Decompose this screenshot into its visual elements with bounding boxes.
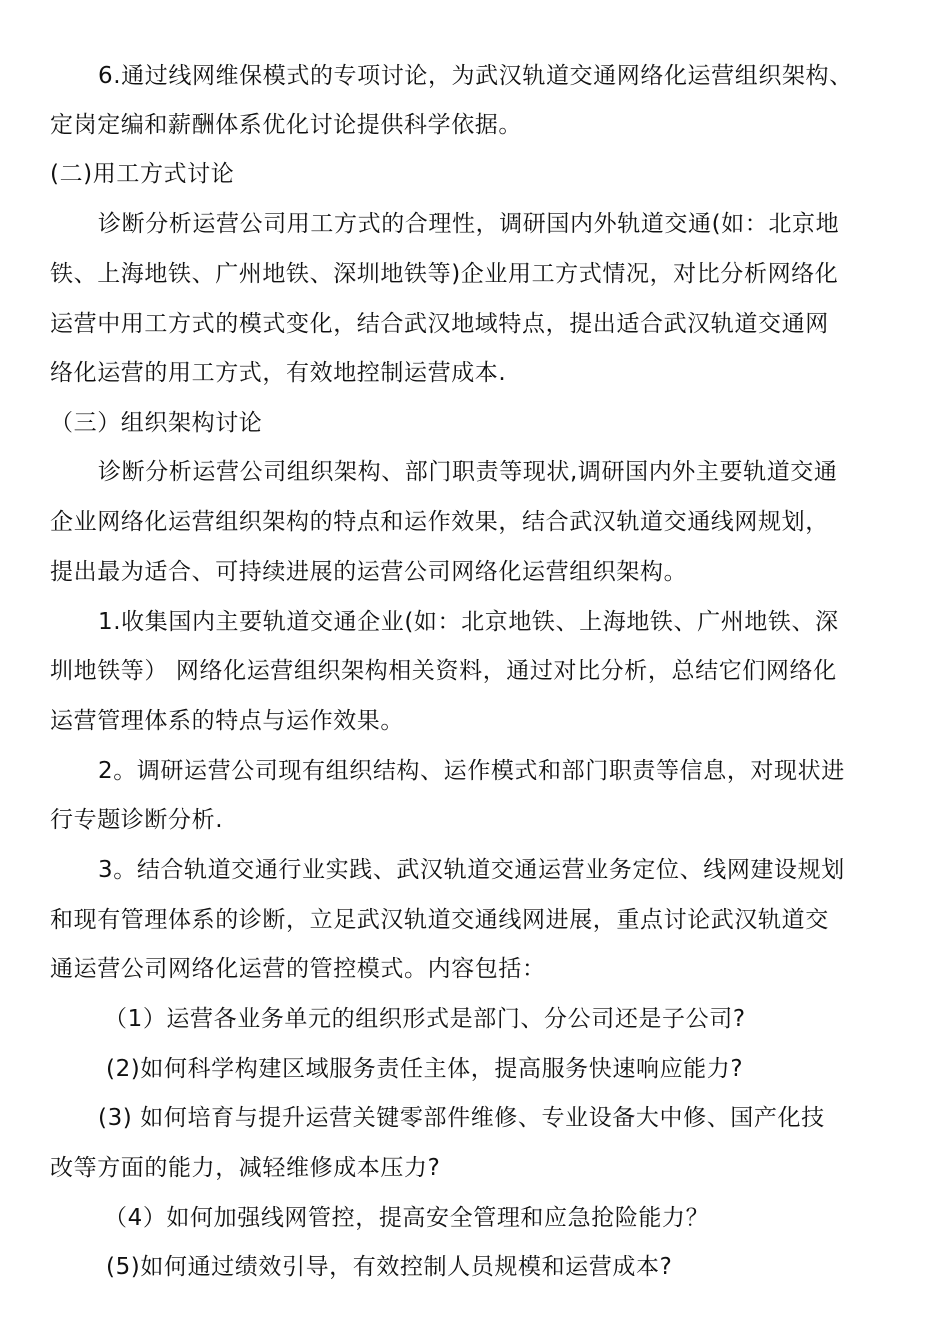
section-heading-2: (二)用工方式讨论 (50, 161, 235, 187)
paragraph-line-16: 行专题诊断分析. (50, 807, 224, 833)
paragraph-line-5: 铁、上海地铁、广州地铁、深圳地铁等)企业用工方式情况，对比分析网络化 (50, 261, 839, 287)
list-item-5: (5)如何通过绩效引导，有效控制人员规模和运营成本? (106, 1254, 673, 1280)
paragraph-line-10: 企业网络化运营组织架构的特点和运作效果，结合武汉轨道交通线网规划， (50, 509, 829, 535)
paragraph-line-1: 6.通过线网维保模式的专项讨论，为武汉轨道交通网络化运营组织架构、 (98, 63, 853, 89)
paragraph-line-14: 运营管理体系的特点与运作效果。 (50, 708, 404, 734)
paragraph-line-11: 提出最为适合、可持续进展的运营公司网络化运营组织架构。 (50, 559, 688, 585)
paragraph-line-19: 通运营公司网络化运营的管控模式。内容包括： (50, 956, 546, 982)
paragraph-line-15: 2。调研运营公司现有组织结构、运作模式和部门职责等信息，对现状进 (98, 758, 845, 784)
paragraph-line-4: 诊断分析运营公司用工方式的合理性，调研国内外轨道交通(如：北京地 (98, 211, 840, 237)
paragraph-line-12: 1.收集国内主要轨道交通企业(如：北京地铁、上海地铁、广州地铁、深 (98, 609, 839, 635)
paragraph-line-9: 诊断分析运营公司组织架构、部门职责等现状,调研国内外主要轨道交通 (98, 459, 838, 485)
paragraph-line-7: 络化运营的用工方式，有效地控制运营成本. (50, 360, 507, 386)
paragraph-line-6: 运营中用工方式的模式变化，结合武汉地域特点，提出适合武汉轨道交通网 (50, 311, 829, 337)
paragraph-line-17: 3。结合轨道交通行业实践、武汉轨道交通运营业务定位、线网建设规划 (98, 857, 845, 883)
paragraph-line-18: 和现有管理体系的诊断，立足武汉轨道交通线网进展，重点讨论武汉轨道交 (50, 907, 829, 933)
list-item-3: (3) 如何培育与提升运营关键零部件维修、专业设备大中修、国产化技 (98, 1105, 825, 1131)
list-item-1: （1）运营各业务单元的组织形式是部门、分公司还是子公司? (104, 1006, 746, 1032)
paragraph-line-13: 圳地铁等） 网络化运营组织架构相关资料，通过对比分析，总结它们网络化 (50, 658, 837, 684)
list-item-2: (2)如何科学构建区域服务责任主体，提高服务快速响应能力? (106, 1056, 744, 1082)
section-heading-3: （三）组织架构讨论 (50, 410, 263, 436)
list-item-4: （4）如何加强线网管控，提高安全管理和应急抢险能力？ (104, 1205, 710, 1231)
paragraph-line-2: 定岗定编和薪酬体系优化讨论提供科学依据。 (50, 112, 522, 138)
list-item-3-continued: 改等方面的能力，减轻维修成本压力? (50, 1155, 441, 1181)
